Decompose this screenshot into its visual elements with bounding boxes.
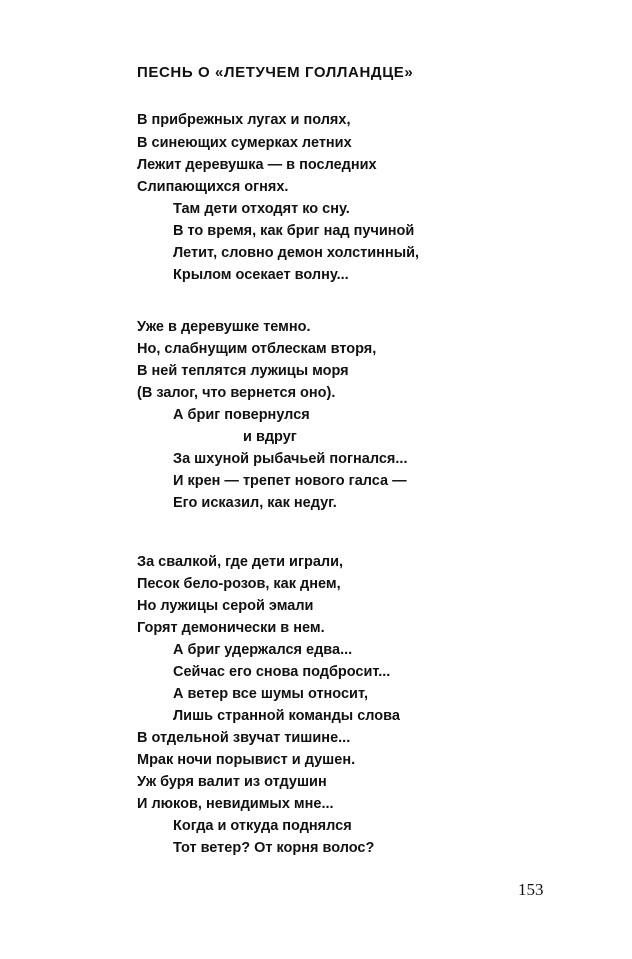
- poem-line: Крылом осекает волну...: [173, 267, 349, 283]
- poem-line: В ней теплятся лужицы моря: [137, 363, 349, 379]
- poem-line: И люков, невидимых мне...: [137, 796, 334, 812]
- poem-line: В синеющих сумерках летних: [137, 135, 352, 151]
- poem-line: Его исказил, как недуг.: [173, 495, 337, 511]
- poem-line: За свалкой, где дети играли,: [137, 554, 344, 570]
- poem-line: В прибрежных лугах и полях,: [137, 112, 351, 128]
- page-number: 153: [518, 880, 544, 899]
- poem-line: А ветер все шумы относит,: [173, 686, 368, 702]
- poem-line: Песок бело-розов, как днем,: [137, 576, 341, 592]
- poem-line: Уже в деревушке темно.: [137, 319, 311, 335]
- poem-line: Но, слабнущим отблескам вторя,: [137, 341, 377, 357]
- poem-line: И крен — трепет нового галса —: [173, 473, 407, 489]
- poem-title: ПЕСНЬ О «ЛЕТУЧЕМ ГОЛЛАНДЦЕ»: [137, 64, 414, 81]
- poem-line: Тот ветер? От корня волос?: [173, 840, 375, 856]
- poem-line: Летит, словно демон холстинный,: [173, 245, 420, 261]
- poem-line: Мрак ночи порывист и душен.: [137, 752, 356, 768]
- poem-line: и вдруг: [243, 429, 297, 445]
- poem-line: Слипающихся огнях.: [137, 179, 289, 195]
- poem-line: Горят демонически в нем.: [137, 620, 325, 636]
- poem-line: В отдельной звучат тишине...: [137, 730, 351, 746]
- poem-line: Лежит деревушка — в последних: [137, 157, 377, 173]
- poem-line: В то время, как бриг над пучиной: [173, 223, 415, 239]
- poem-line: Когда и откуда поднялся: [173, 818, 352, 834]
- poem-line: А бриг удержался едва...: [173, 642, 353, 658]
- poem-line: (В залог, что вернется оно).: [137, 385, 336, 401]
- poem-line: А бриг повернулся: [173, 407, 310, 423]
- poem-line: За шхуной рыбачьей погнался...: [173, 451, 408, 467]
- poem-line: Лишь странной команды слова: [173, 708, 400, 724]
- poem-line: Уж буря валит из отдушин: [137, 774, 327, 790]
- poem-line: Но лужицы серой эмали: [137, 598, 314, 614]
- poem-line: Сейчас его снова подбросит...: [173, 664, 391, 680]
- poem-line: Там дети отходят ко сну.: [173, 201, 350, 217]
